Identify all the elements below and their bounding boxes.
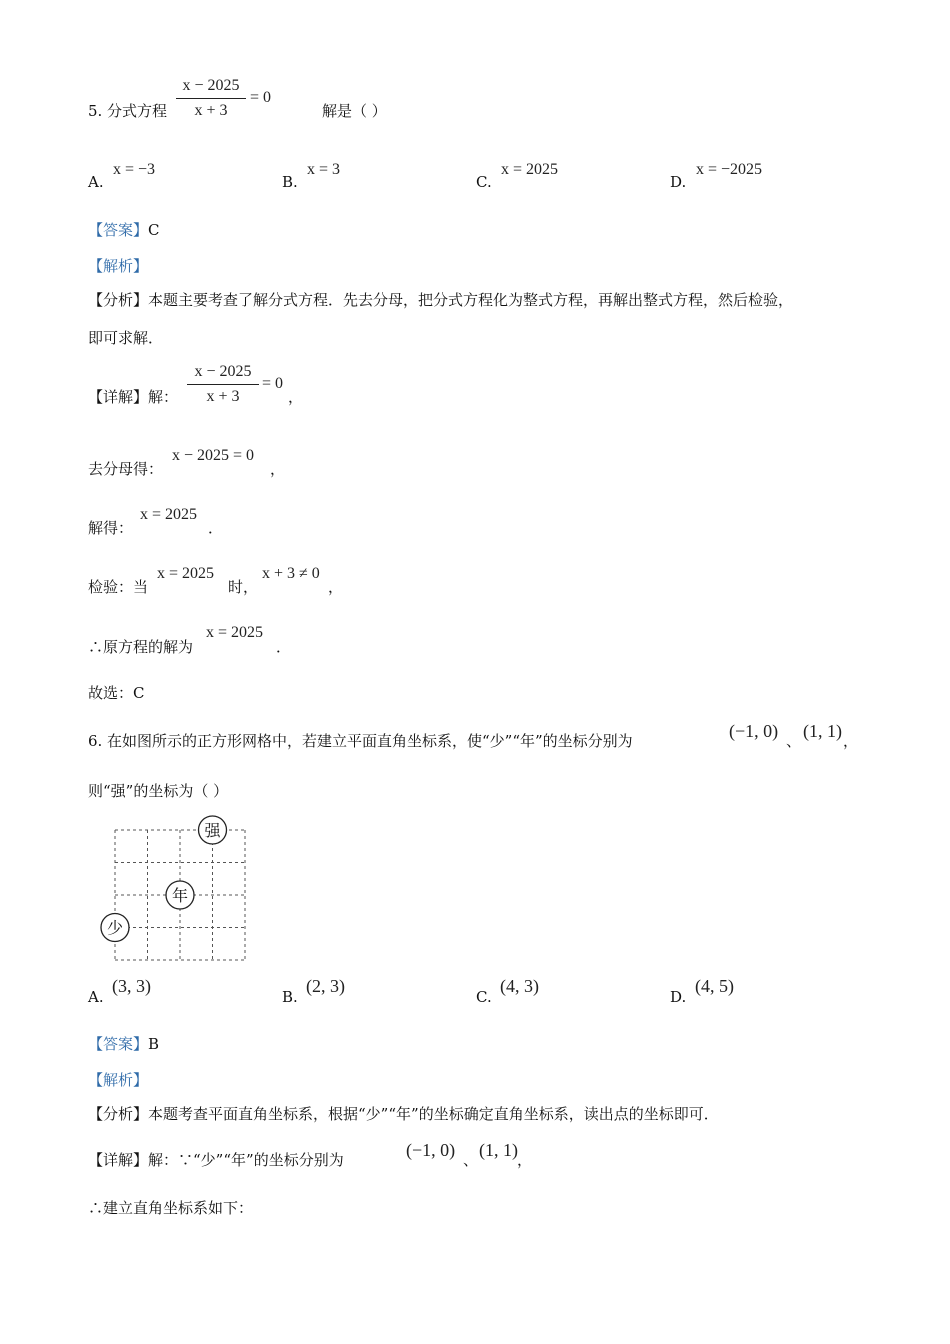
q6-point-qiang: [199, 816, 227, 844]
q6-coord-shao: (−1, 0): [729, 721, 779, 741]
q5-option-a-letter: A.: [88, 173, 104, 191]
q5-analysis-tag: 【解析】: [88, 257, 149, 275]
q5-detail-comma: ，: [288, 388, 304, 406]
q5-option-b-letter: B.: [282, 173, 298, 191]
q6-fenxi-tag: 【分析】: [88, 1105, 149, 1123]
q6-point-nian: [166, 881, 194, 909]
q5-equation-rhs: = 0: [250, 89, 272, 106]
q6-option-d-letter: D.: [670, 988, 687, 1006]
q5-option-c-math: x = 2025: [501, 161, 559, 178]
q6-answer-tag: 【答案】: [88, 1035, 149, 1053]
q5-number: 5.: [88, 102, 103, 120]
q5-step1-label: 去分母得：: [88, 460, 164, 478]
q5-fenxi-line2: 即可求解．: [88, 329, 164, 347]
q5-fraction-numerator: x − 2025: [182, 77, 240, 94]
q6-fenxi-text: 本题考查平面直角坐标系，根据“少”“年”的坐标确定直角坐标系，读出点的坐标即可．: [148, 1105, 719, 1123]
q5-answer-tag: 【答案】: [88, 221, 149, 239]
q6-option-c-letter: C.: [476, 988, 492, 1006]
q6-sep: 、: [786, 732, 802, 750]
q6-option-d-math: (4, 5): [695, 976, 734, 996]
q5-fenxi-tag: 【分析】: [88, 291, 149, 309]
q5-detail-equation-rhs: = 0: [262, 375, 284, 392]
q5-detail-tag: 【详解】: [88, 388, 149, 406]
q5-option-a-math: x = −3: [113, 161, 156, 178]
q6-detail-sep: 、: [463, 1151, 479, 1169]
q5-step3-label: 检验：当: [88, 578, 149, 596]
q6-line1-end: ，: [843, 732, 859, 750]
q6-coord-nian: (1, 1): [803, 721, 842, 741]
q6-grid-figure: [98, 815, 250, 963]
q6-detail-tag: 【详解】: [88, 1151, 149, 1169]
q6-option-b-math: (2, 3): [306, 976, 345, 996]
q5-step2-math: x = 2025: [140, 506, 198, 523]
q5-step4-period: ．: [276, 638, 292, 656]
q6-point-shao: [101, 914, 129, 942]
q5-fenxi-text1: 本题主要考查了解分式方程．先去分母，把分式方程化为整式方程，再解出整式方程，然后检验，: [148, 291, 794, 309]
q6-option-b-letter: B.: [282, 988, 298, 1006]
q5-detail-fraction: [187, 364, 259, 405]
q5-detail-fraction-denominator: x + 3: [206, 388, 240, 405]
q6-line2: 则“强”的坐标为（ ）: [88, 782, 229, 800]
q5-step2-label: 解得：: [88, 519, 134, 537]
q5-answer-line: [88, 223, 160, 238]
q6-answer-value: B: [148, 1035, 160, 1053]
q6-last-line: ∴建立直角坐标系如下：: [88, 1199, 254, 1217]
q6-detail-end: ，: [517, 1151, 533, 1169]
q6-detail-text: 解：∵“少”“年”的坐标分别为: [148, 1151, 344, 1169]
q6-option-a-math: (3, 3): [112, 976, 151, 996]
q5-step4-math: x = 2025: [206, 624, 264, 641]
q5-detail-intro: 解：: [148, 388, 179, 406]
q6-option-c-math: (4, 3): [500, 976, 539, 996]
q5-fenxi-line1: [88, 293, 793, 308]
q5-step1-math: x − 2025 = 0: [172, 447, 255, 464]
q5-step3-mid: 时，: [228, 578, 259, 596]
q5-step4-label: ∴原方程的解为: [88, 638, 194, 656]
q5-detail-fraction-bar: [187, 384, 259, 385]
q5-option-d-letter: D.: [670, 173, 687, 191]
q5-choose: 故选：C: [88, 684, 145, 702]
q5-prompt-suffix: 解是（ ）: [322, 102, 387, 120]
q5-step3-comma: ，: [328, 578, 344, 596]
q6-label-shao: 少: [106, 918, 124, 938]
q5-step3-math1: x = 2025: [157, 565, 215, 582]
q6-option-a-letter: A.: [88, 988, 104, 1006]
q5-option-c-letter: C.: [476, 173, 492, 191]
q6-detail-coord1: (−1, 0): [406, 1140, 456, 1160]
q5-step3-math2: x + 3 ≠ 0: [262, 565, 320, 582]
q6-detail-line: [88, 1153, 344, 1168]
q5-detail-fraction-numerator: x − 2025: [194, 363, 252, 380]
q6-line1: 在如图所示的正方形网格中，若建立平面直角坐标系，使“少”“年”的坐标分别为: [107, 732, 633, 750]
q5-prompt-prefix: 分式方程: [107, 102, 168, 120]
q6-fenxi-line: [88, 1107, 719, 1122]
q5-fraction-denominator: x + 3: [194, 102, 228, 119]
q5-option-b-math: x = 3: [307, 161, 341, 178]
q6-label-qiang: 强: [204, 821, 221, 840]
q6-number: 6.: [88, 732, 103, 750]
q6-analysis-tag: 【解析】: [88, 1071, 149, 1089]
q5-fraction: [176, 78, 246, 119]
q5-option-d-math: x = −2025: [696, 161, 763, 178]
q5-step2-period: ．: [208, 519, 224, 537]
q5-fraction-bar: [176, 98, 246, 99]
q5-step1-comma: ，: [270, 460, 286, 478]
q6-label-nian: 年: [171, 886, 189, 905]
q6-detail-coord2: (1, 1): [479, 1140, 518, 1160]
q5-detail-line: [88, 390, 178, 405]
q6-answer-line: [88, 1037, 159, 1052]
q5-answer-value: C: [148, 221, 160, 239]
